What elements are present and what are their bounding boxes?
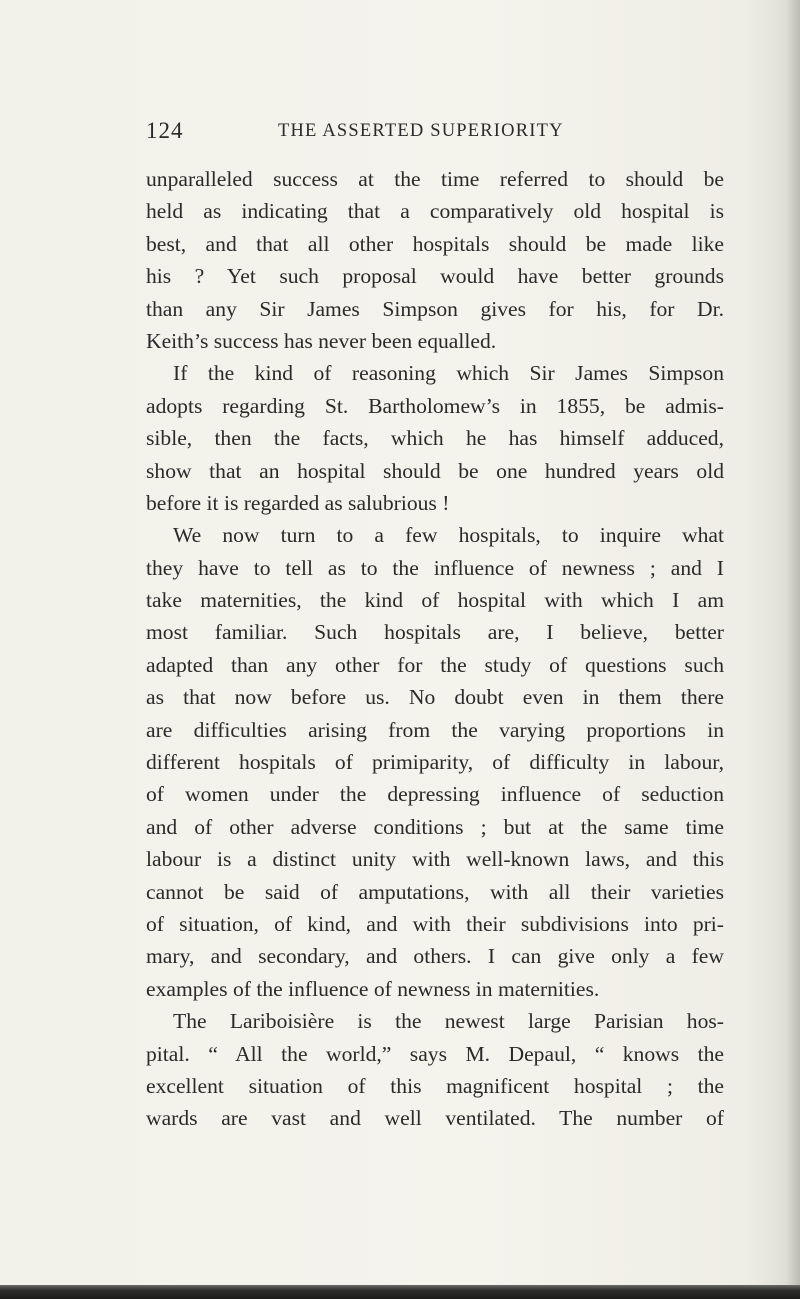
- text-line: take maternities, the kind of hospital with which I am: [146, 588, 724, 613]
- text-line: The Lariboisière is the newest large Parisian hos-: [173, 1009, 724, 1034]
- text-line: mary, and secondary, and others. I can give only a few: [146, 944, 724, 969]
- page-header: [146, 118, 720, 148]
- body-text: [146, 163, 724, 1135]
- text-line: as that now before us. No doubt even in them there: [146, 685, 724, 710]
- text-line: sible, then the facts, which he has himself adduced,: [146, 426, 724, 451]
- text-line: held as indicating that a comparatively old hospital is: [146, 199, 724, 224]
- text-line: adapted than any other for the study of questions such: [146, 652, 724, 677]
- text-line: before it is regarded as salubrious !: [146, 490, 450, 515]
- text-line: and of other adverse conditions ; but at the same time: [146, 814, 724, 839]
- text-line: unparalleled success at the time referred to should be: [146, 167, 724, 191]
- scan-bottom-edge: [0, 1285, 800, 1299]
- text-line: his ? Yet such proposal would have better grounds: [146, 264, 724, 289]
- text-line: examples of the influence of newness in maternities.: [146, 976, 600, 1001]
- text-line: different hospitals of primiparity, of difficulty in labour,: [146, 750, 724, 775]
- text-line: show that an hospital should be one hundred years old: [146, 458, 724, 483]
- text-line: We now turn to a few hospitals, to inquire what: [173, 523, 724, 548]
- text-line: adopts regarding St. Bartholomew’s in 1855, be admis-: [146, 393, 724, 418]
- text-line: cannot be said of amputations, with all their varieties: [146, 879, 724, 904]
- text-line: of women under the depressing influence of seduction: [146, 782, 724, 807]
- text-line: most familiar. Such hospitals are, I believe, better: [146, 620, 724, 645]
- text-line: If the kind of reasoning which Sir James Simpson: [173, 361, 724, 386]
- page-number: 124: [146, 118, 184, 143]
- page-edge-shadow: [786, 0, 800, 1299]
- text-line: they have to tell as to the influence of newness ; and I: [146, 555, 724, 580]
- text-line: wards are vast and well ventilated. The number of: [146, 1106, 724, 1131]
- text-line: pital. “ All the world,” says M. Depaul, “ knows the: [146, 1041, 724, 1066]
- text-line: of situation, of kind, and with their subdivisions into pri-: [146, 911, 724, 936]
- text-line: than any Sir James Simpson gives for his, for Dr.: [146, 296, 724, 321]
- text-line: excellent situation of this magnificent hospital ; the: [146, 1073, 724, 1098]
- text-line: best, and that all other hospitals should be made like: [146, 231, 724, 256]
- running-head: THE ASSERTED SUPERIORITY: [278, 121, 564, 141]
- text-line: Keith’s success has never been equalled.: [146, 328, 497, 353]
- text-line: labour is a distinct unity with well-known laws, and this: [146, 847, 724, 872]
- text-line: are difficulties arising from the varying proportions in: [146, 717, 724, 742]
